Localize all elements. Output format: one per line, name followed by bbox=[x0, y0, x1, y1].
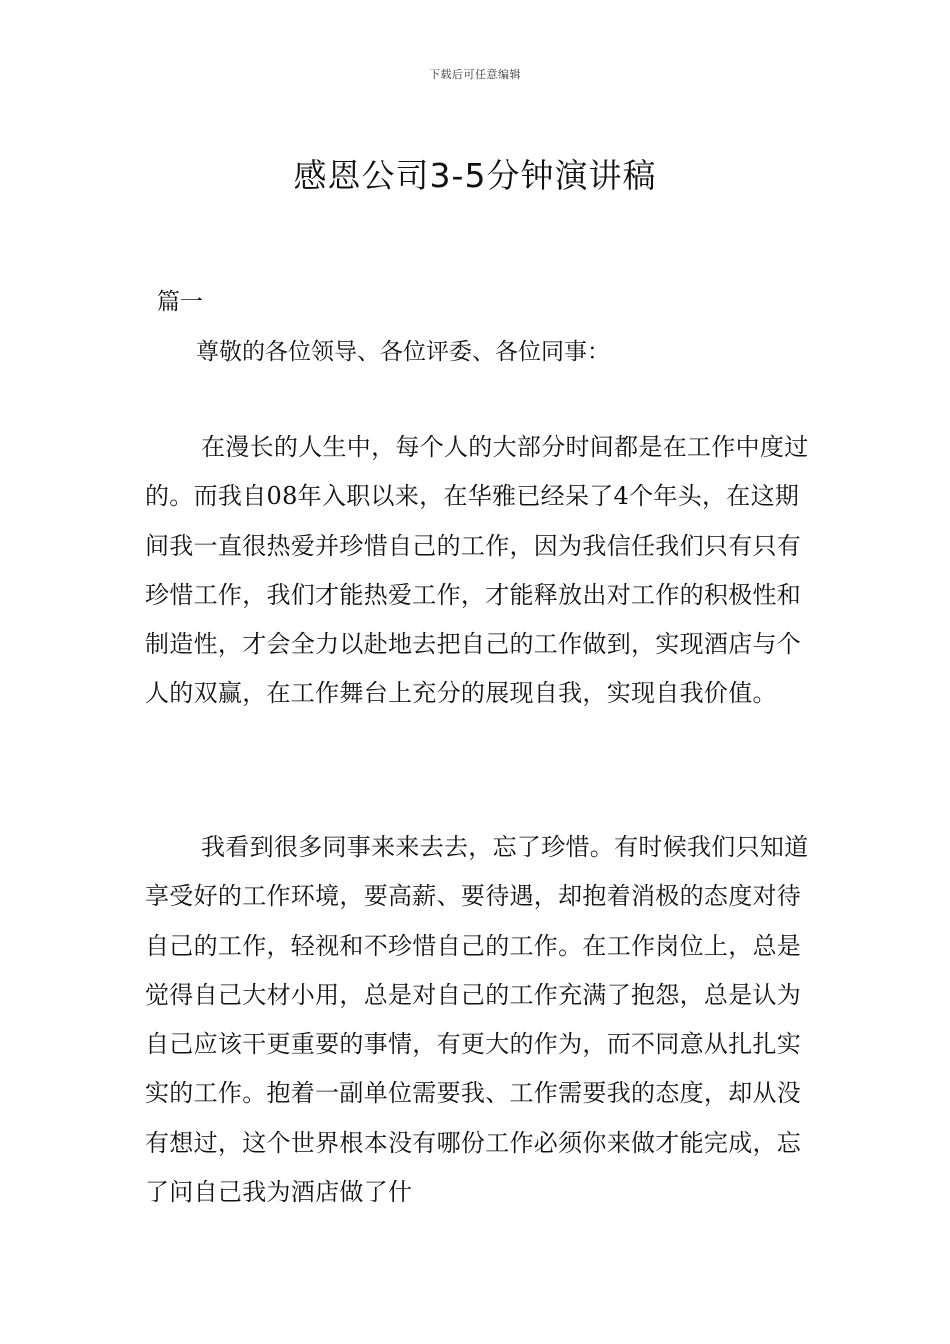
header-note: 下载后可任意编辑 bbox=[429, 68, 521, 81]
salutation: 尊敬的各位领导、各位评委、各位同事： bbox=[196, 339, 610, 365]
body-paragraph: 在漫长的人生中，每个人的大部分时间都是在工作中度过的。而我自08年入职以来，在华雅已经呆了4个年头，在这期间我一直很热爱并珍惜自己的工作，因为我信任我们只有只有珍惜工作，我们才能热爱工作，才能释放出对工作的积极性和制造性，才会全力以赴地去把自己的工作做到，实现酒店与个人的双赢，在工作舞台上充分的展现自我，实现自我价值。 bbox=[145, 433, 809, 708]
section-label: 篇一 bbox=[157, 289, 203, 315]
page-title: 感恩公司3-5分钟演讲稿 bbox=[293, 156, 657, 196]
body-paragraph: 我看到很多同事来来去去，忘了珍惜。有时候我们只知道享受好的工作环境，要高薪、要待遇，却抱着消极的态度对待自己的工作，轻视和不珍惜自己的工作。在工作岗位上，总是觉得自己大材小用，总是对自己的工作充满了抱怨，总是认为自己应该干更重要的事情，有更大的作为，而不同意从扎扎实实的工作。抱着一副单位需要我、工作需要我的态度，却从没有想过，这个世界根本没有哪份工作必须你来做才能完成，忘了问自己我为酒店做了什 bbox=[145, 833, 809, 1207]
